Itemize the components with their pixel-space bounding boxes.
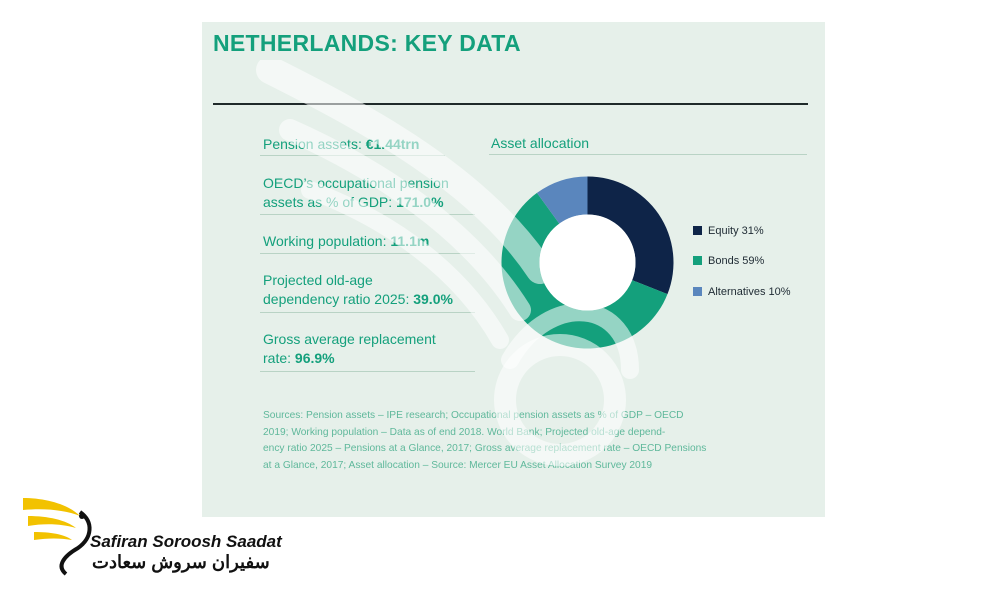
stat-label: Gross average replacement xyxy=(263,331,436,347)
stat-value: 96.9% xyxy=(294,350,335,366)
legend-swatch xyxy=(693,256,702,265)
stat-value: 39.0% xyxy=(413,291,453,307)
stat-label: Working population: xyxy=(263,233,391,249)
stat-label: dependency ratio 2025: xyxy=(263,291,414,307)
source-line: 2019; Working population – Data as of end 2018. World Bank; Projected old-age depend- xyxy=(263,426,666,438)
legend-item-alternatives xyxy=(693,285,791,299)
legend-swatch xyxy=(693,226,702,235)
legend-item-bonds xyxy=(693,254,764,268)
stat-value: 171.0% xyxy=(396,194,444,210)
stat-value: 11.1m xyxy=(390,233,430,249)
brand-logo-icon xyxy=(20,490,95,580)
stat-label: Projected old-age xyxy=(263,272,373,288)
page-title: NETHERLANDS: KEY DATA xyxy=(213,30,521,56)
source-line: ency ratio 2025 – Pensions at a Glance, 2017; Gross average replacement rate – OECD Pensions xyxy=(263,443,707,454)
legend-item-equity xyxy=(693,224,764,238)
legend-label: Alternatives 10% xyxy=(708,286,791,298)
stat-label: assets as % of GDP: xyxy=(263,194,397,210)
legend-label: Equity 31% xyxy=(708,225,764,237)
brand-name-fa: سفیران سروش سعادت xyxy=(92,552,270,572)
legend-label: Bonds 59% xyxy=(708,255,765,267)
chart-title: Asset allocation xyxy=(491,135,590,151)
legend-swatch xyxy=(693,287,702,296)
stat-label: OECD’s occupational pension xyxy=(263,175,449,191)
source-line: Sources: Pension assets – IPE research; Occupational pension assets as % of GDP – OECD xyxy=(263,410,684,421)
stat-value: €1.44trn xyxy=(365,136,420,152)
source-line: at a Glance, 2017; Asset allocation – Source: Mercer EU Asset Allocation Survey 2019 xyxy=(263,459,653,471)
stat-label: Pension assets: xyxy=(263,136,366,152)
brand-name-en: Safiran Soroosh Saadat xyxy=(90,532,282,551)
stat-label: rate: xyxy=(263,350,295,366)
watermark-bird-icon xyxy=(250,60,670,500)
